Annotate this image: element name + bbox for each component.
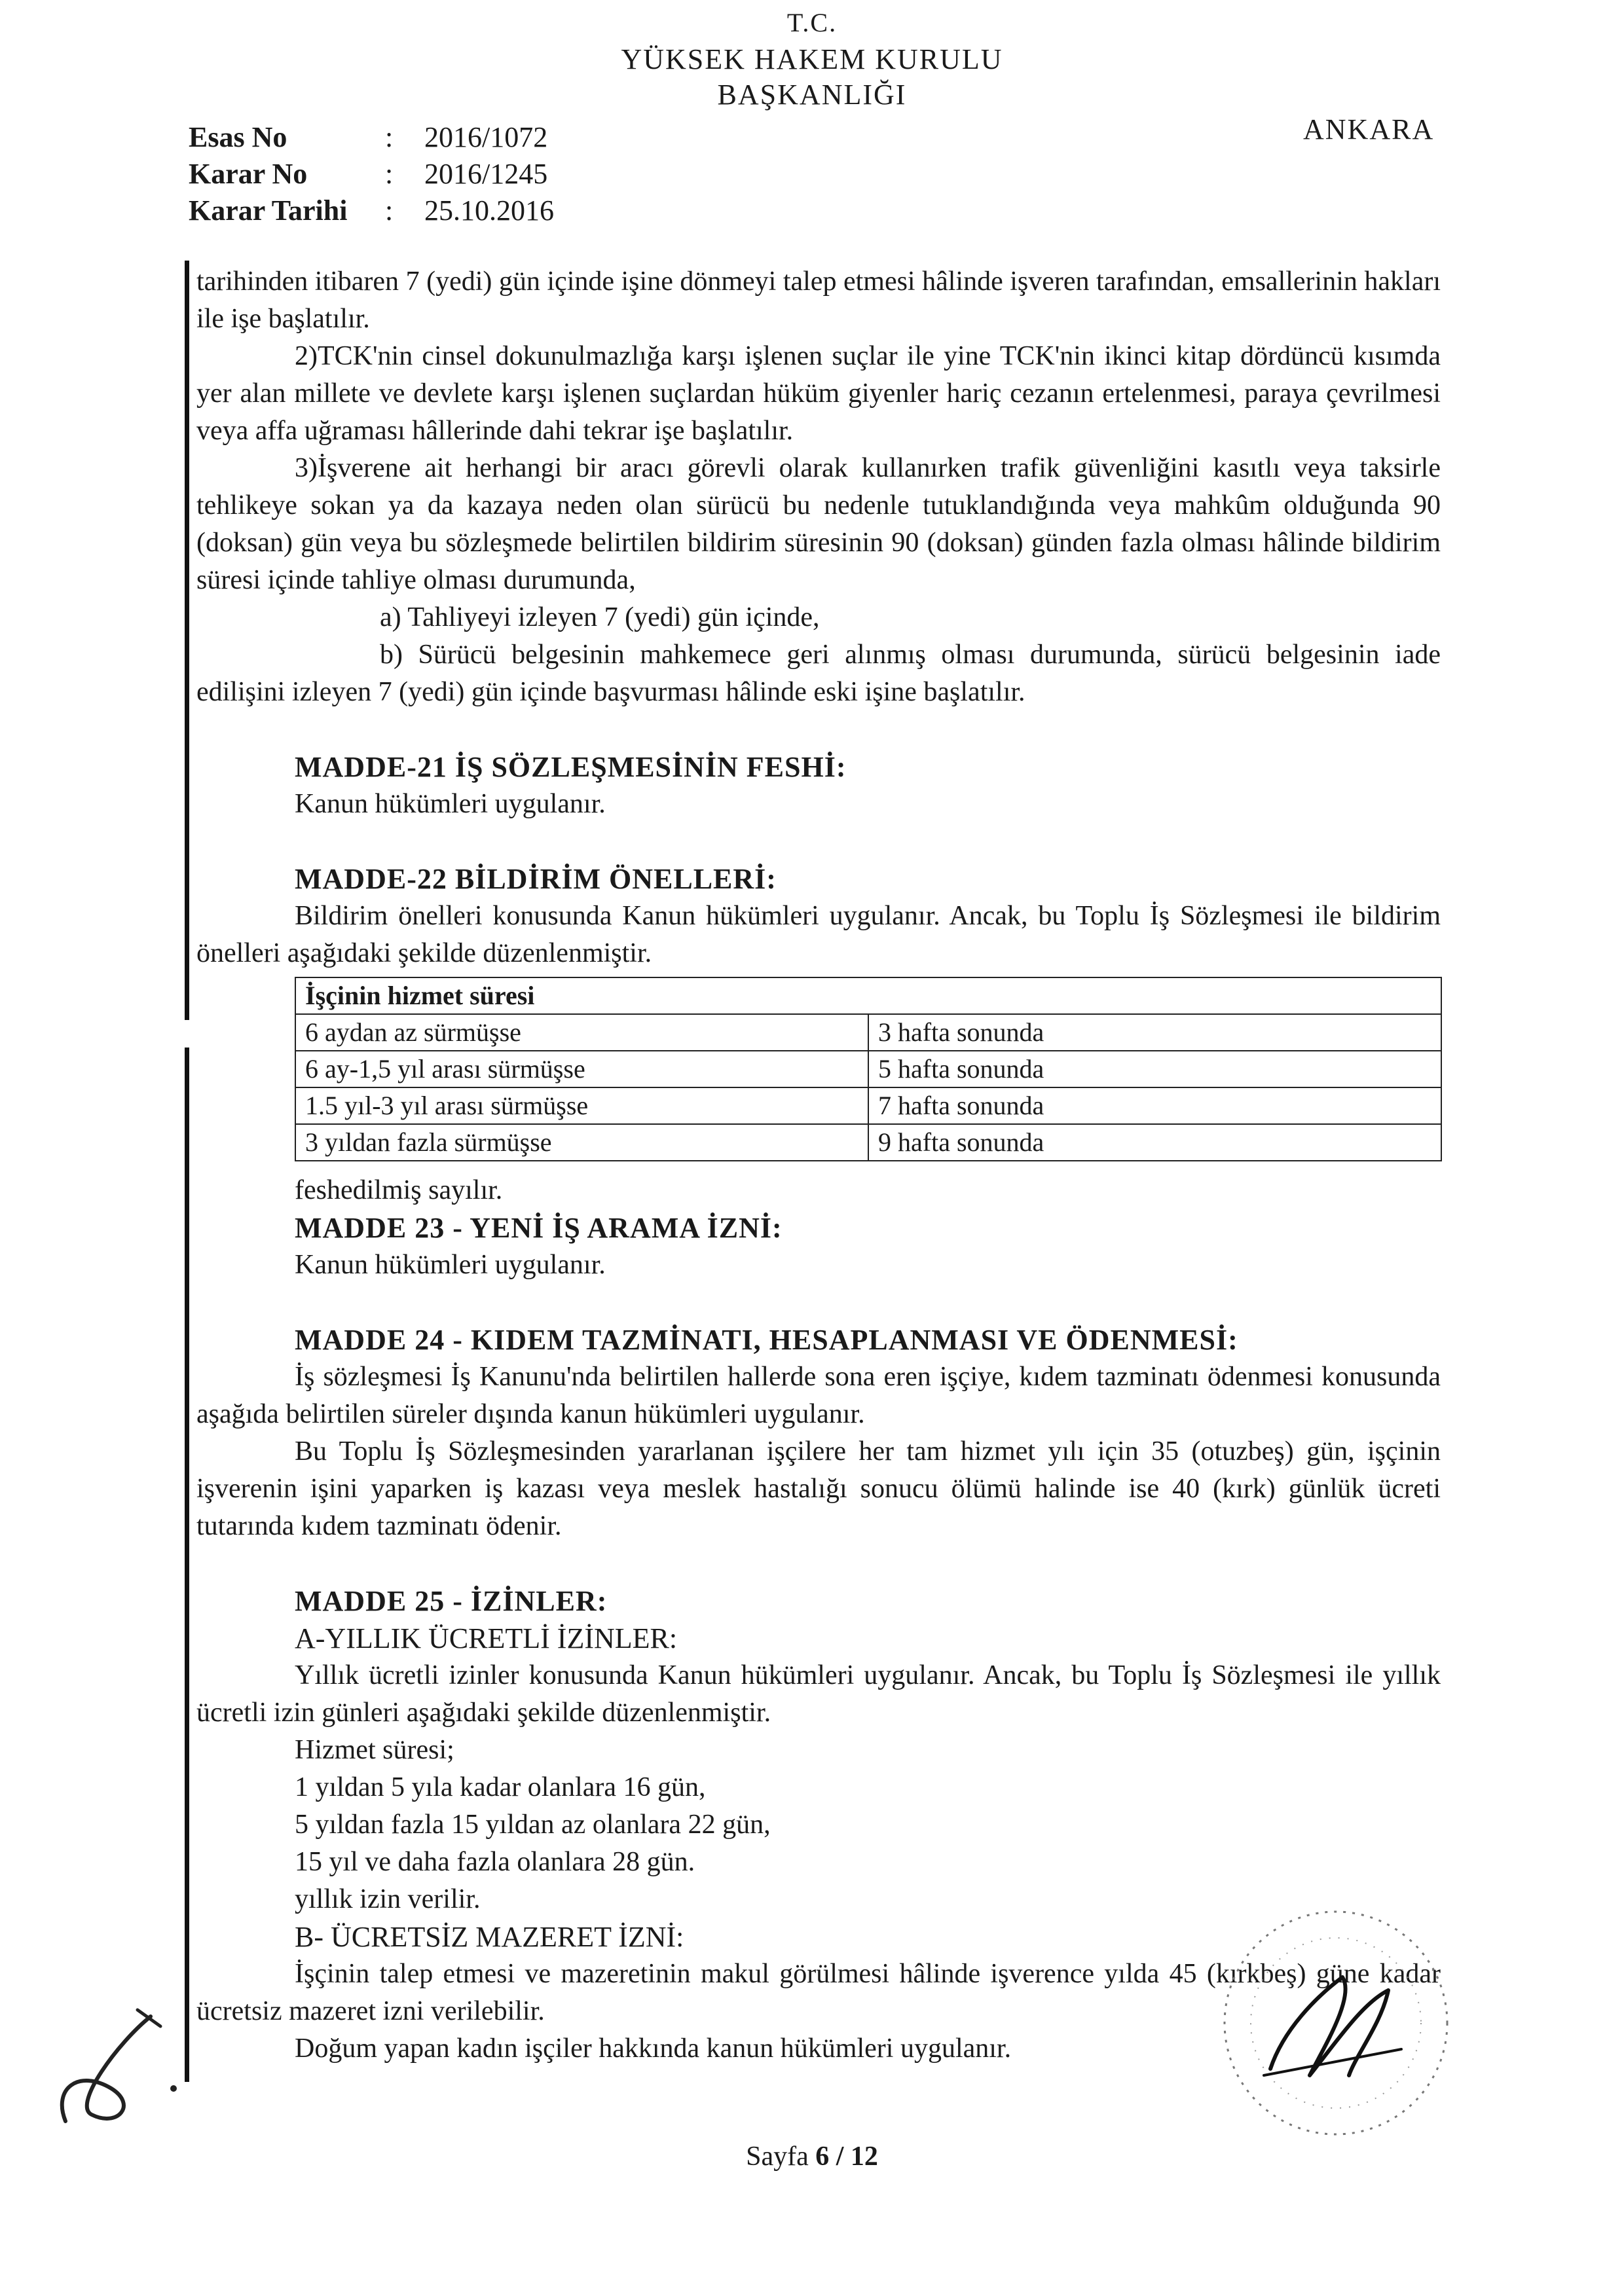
article-21-title: MADDE-21 İŞ SÖZLEŞMESİNİN FESHİ: <box>295 751 847 783</box>
meta-label: Esas No <box>189 121 287 153</box>
table-cell: 3 hafta sonunda <box>868 1014 1441 1051</box>
paragraph: İşçinin talep etmesi ve mazeretinin makul görülmesi hâlinde işverence yılda 45 (kırkbeş) güne kadar ücretsiz mazeret izni verilebilir. <box>196 1959 1441 2026</box>
table-cell: 1.5 yıl-3 yıl arası sürmüşse <box>295 1087 868 1124</box>
article-25-title: MADDE 25 - İZİNLER: <box>295 1585 608 1617</box>
case-meta <box>189 119 554 229</box>
page-footer <box>0 2141 1624 2172</box>
article-23-text: Kanun hükümleri uygulanır. <box>295 1250 606 1280</box>
article-22-text: Bildirim önelleri konusunda Kanun hükümleri uygulanır. Ancak, bu Toplu İş Sözleşmesi ile bildirim önelleri aşağıdaki şekilde düzenlenmiştir. <box>196 901 1441 968</box>
meta-value: 2016/1072 <box>424 121 548 153</box>
table-cell: 3 yıldan fazla sürmüşse <box>295 1124 868 1161</box>
meta-value: 25.10.2016 <box>424 194 554 227</box>
list-item: b) Sürücü belgesinin mahkemece geri alınmış olması durumunda, sürücü belgesinin iade edilişini izleyen 7 (yedi) gün içinde başvurması hâlinde eski işine başlatılır. <box>196 640 1441 707</box>
article-24-title: MADDE 24 - KIDEM TAZMİNATI, HESAPLANMASI VE ÖDENMESİ: <box>295 1324 1238 1356</box>
meta-label: Karar Tarihi <box>189 194 348 227</box>
meta-row: Esas No : 2016/1072 <box>189 119 554 156</box>
paragraph: 3)İşverene ait herhangi bir aracı görevli olarak kullanırken trafik güvenliğini kasıtlı veya taksirle tehlikeye sokan ya da kazaya neden olan sürücü bu nedenle tutuklandığında veya mahkûm olduğunda 90 (doksan) gün veya bu sözleşmede belirtilen bildirim süresinin 90 (doksan) günden fazla olması hâlinde bildirim süresi içinde tahliye olması durumunda, <box>196 453 1441 595</box>
paragraph: Doğum yapan kadın işçiler hakkında kanun hükümleri uygulanır. <box>295 2033 1012 2064</box>
article-22-title: MADDE-22 BİLDİRİM ÖNELLERİ: <box>295 863 777 895</box>
table-cell: 6 aydan az sürmüşse <box>295 1014 868 1051</box>
list-item: Hizmet süresi; <box>295 1735 454 1765</box>
paragraph: İş sözleşmesi İş Kanunu'nda belirtilen hallerde sona eren işçiye, kıdem tazminatı ödenmesi konusunda aşağıda belirtilen süreler dışında kanun hükümleri uygulanır. <box>196 1362 1441 1429</box>
table-header-row <box>295 977 1441 1014</box>
city-label: ANKARA <box>1303 113 1435 145</box>
list-item: 1 yıldan 5 yıla kadar olanlara 16 gün, <box>295 1772 706 1802</box>
table-row <box>295 1124 1441 1161</box>
list-item: yıllık izin verilir. <box>295 1884 481 1914</box>
table-cell: 5 hafta sonunda <box>868 1051 1441 1087</box>
table-cell: 7 hafta sonunda <box>868 1087 1441 1124</box>
table-row <box>295 1014 1441 1051</box>
notice-period-table <box>295 977 1442 1161</box>
list-item: a) Tahliyeyi izleyen 7 (yedi) gün içinde, <box>380 602 820 632</box>
table-cell: 6 ay-1,5 yıl arası sürmüşse <box>295 1051 868 1087</box>
list-item: 5 yıldan fazla 15 yıldan az olanlara 22 gün, <box>295 1810 771 1840</box>
article-23-title: MADDE 23 - YENİ İŞ ARAMA İZNİ: <box>295 1212 783 1244</box>
paragraph: Bu Toplu İş Sözleşmesinden yararlanan işçilere her tam hizmet yılı için 35 (otuzbeş) gün, işçinin işverenin işini yaparken iş kazası veya meslek hastalığı sonucu ölümü halinde ise 40 (kırk) günlük ücreti tutarında kıdem tazminatı ödenir. <box>196 1436 1441 1541</box>
meta-value: 2016/1245 <box>424 158 548 190</box>
meta-label: Karar No <box>189 158 308 190</box>
paragraph: Yıllık ücretli izinler konusunda Kanun hükümleri uygulanır. Ancak, bu Toplu İş Sözleşmesi ile yıllık ücretli izin günleri aşağıdaki şekilde düzenlenmiştir. <box>196 1660 1441 1728</box>
table-header: İşçinin hizmet süresi <box>295 977 1441 1014</box>
paragraph: 2)TCK'nin cinsel dokunulmazlığa karşı işlenen suçlar ile yine TCK'nin ikinci kitap dördüncü kısımda yer alan millete ve devlete karşı işlenen suçlardan hüküm giyenler hariç cezanın ertelenmesi, paraya çevrilmesi veya affa uğraması hâllerinde dahi tekrar işe başlatılır. <box>196 341 1441 446</box>
paragraph: tarihinden itibaren 7 (yedi) gün içinde işine dönmeyi talep etmesi hâlinde işveren tarafından, emsallerinin hakları ile işe başlatılır. <box>196 266 1441 334</box>
table-cell: 9 hafta sonunda <box>868 1124 1441 1161</box>
header-institution: YÜKSEK HAKEM KURULU <box>621 43 1003 75</box>
meta-row: Karar No : 2016/1245 <box>189 156 554 192</box>
article-21-text: Kanun hükümleri uygulanır. <box>295 789 606 819</box>
header-tc: T.C. <box>786 8 838 37</box>
official-stamp-signature <box>1192 1899 1467 2147</box>
margin-bar <box>185 261 189 1020</box>
margin-bar <box>185 1048 189 2082</box>
meta-row: Karar Tarihi : 25.10.2016 <box>189 192 554 229</box>
page-number: 6 / 12 <box>815 2141 878 2172</box>
page-label: Sayfa <box>746 2141 816 2172</box>
table-row <box>295 1051 1441 1087</box>
header-department: BAŞKANLIĞI <box>717 79 907 111</box>
section-a-title: A-YILLIK ÜCRETLİ İZİNLER: <box>295 1622 678 1654</box>
list-item: 15 yıl ve daha fazla olanlara 28 gün. <box>295 1847 695 1877</box>
intro-section <box>196 263 1441 972</box>
table-row <box>295 1087 1441 1124</box>
handwritten-initial-mark <box>39 1990 183 2134</box>
section-b-title: B- ÜCRETSİZ MAZERET İZNİ: <box>295 1921 684 1953</box>
article-22-after: feshedilmiş sayılır. <box>295 1175 503 1205</box>
